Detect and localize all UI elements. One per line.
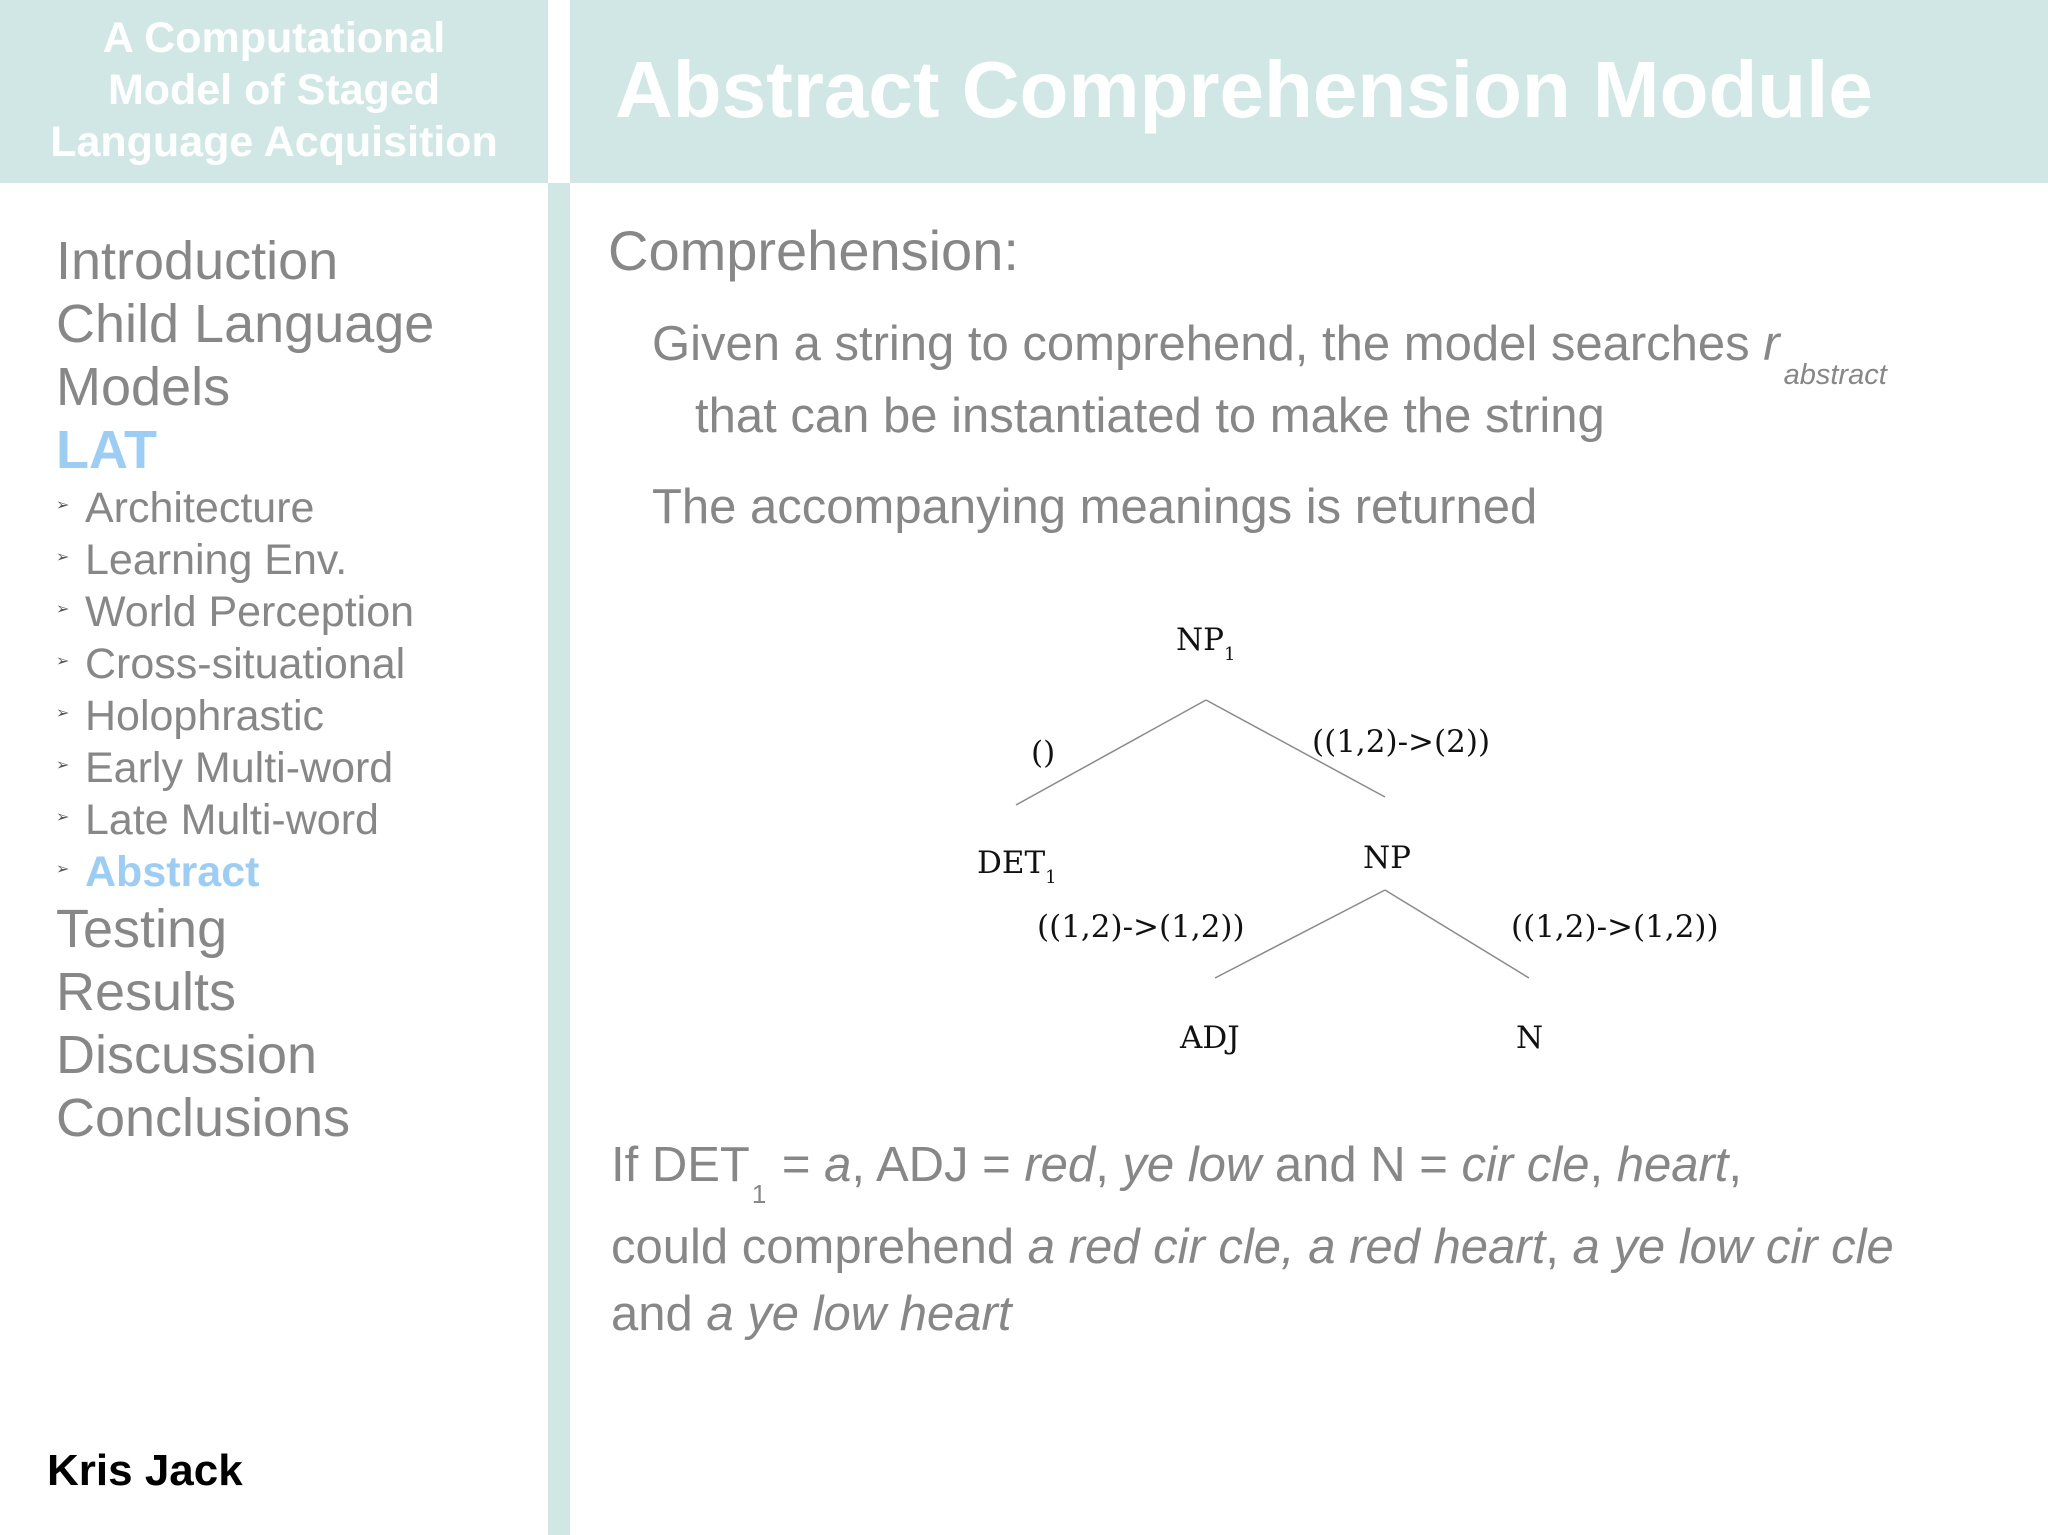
header-left-panel xyxy=(0,0,548,183)
sidebar-item-late-multi-word[interactable] xyxy=(56,794,536,846)
sidebar-item-architecture[interactable] xyxy=(56,482,536,534)
sidebar-item-abstract[interactable] xyxy=(56,846,536,898)
node-adj: ADJ xyxy=(1180,1020,1240,1056)
slide-title: Abstract Comprehension Module xyxy=(615,45,1873,134)
example-line-3: and a ye low heart xyxy=(611,1287,1012,1341)
sidebar-item-label: Cross-situational xyxy=(85,640,406,688)
divider-bar xyxy=(548,183,570,1535)
sidebar-item-conclusions[interactable]: Conclusions xyxy=(56,1088,351,1148)
edge-label-left: () xyxy=(1031,735,1056,771)
sidebar-item-lat[interactable]: LAT xyxy=(56,420,157,480)
sidebar-item-cross-situational[interactable] xyxy=(56,638,536,690)
sidebar-item-results[interactable]: Results xyxy=(56,962,237,1022)
sidebar-item-label: World Perception xyxy=(85,588,415,636)
sidebar-item-label: Architecture xyxy=(85,484,315,532)
edge-label-np-left: ((1,2)->(1,2)) xyxy=(1037,909,1245,945)
arrow-bullet-icon: ➢ xyxy=(56,809,70,826)
sidebar-item-label: Abstract xyxy=(85,848,260,896)
sidebar-item-world-perception[interactable] xyxy=(56,586,536,638)
section-heading: Comprehension: xyxy=(608,219,1019,282)
node-np: NP xyxy=(1363,840,1411,876)
node-n: N xyxy=(1516,1020,1544,1056)
arrow-bullet-icon: ➢ xyxy=(56,601,70,618)
paragraph-meanings: The accompanying meanings is returned xyxy=(652,480,1538,534)
presentation-title: A Computational Model of Staged Language Acquisition xyxy=(50,13,498,166)
paragraph-search: Given a string to comprehend, the model searches $r_{abstract}$ xyxy=(652,317,1887,391)
sidebar-item-label: Late Multi-word xyxy=(85,796,379,844)
sidebar-item-label: Holophrastic xyxy=(85,692,324,740)
sidebar-item-holophrastic[interactable] xyxy=(56,690,536,742)
arrow-bullet-icon: ➢ xyxy=(56,497,70,514)
tree-edge-np-n xyxy=(1385,890,1529,978)
parse-tree-diagram xyxy=(608,0,2028,1100)
sidebar-item-early-multi-word[interactable] xyxy=(56,742,536,794)
paragraph-search-cont: that can be instantiated to make the string xyxy=(695,389,1605,443)
edge-label-right: ((1,2)->(2)) xyxy=(1312,724,1491,760)
arrow-bullet-icon: ➢ xyxy=(56,861,70,878)
sidebar-item-learning-env[interactable] xyxy=(56,534,536,586)
arrow-bullet-icon: ➢ xyxy=(56,653,70,670)
sidebar-item-introduction[interactable]: Introduction xyxy=(56,231,339,291)
sidebar-item-discussion[interactable]: Discussion xyxy=(56,1025,318,1085)
node-det: $DET_1$ xyxy=(977,845,1057,888)
sidebar-nav xyxy=(56,230,536,1150)
arrow-bullet-icon: ➢ xyxy=(56,757,70,774)
arrow-bullet-icon: ➢ xyxy=(56,549,70,566)
sidebar-item-label: Learning Env. xyxy=(85,536,348,584)
author-name: Kris Jack xyxy=(47,1446,243,1495)
sidebar-item-models[interactable]: Models xyxy=(56,357,231,417)
sidebar-item-label: Early Multi-word xyxy=(85,744,394,792)
arrow-bullet-icon: ➢ xyxy=(56,705,70,722)
sidebar-item-testing[interactable]: Testing xyxy=(56,899,228,959)
edge-label-np-right: ((1,2)->(1,2)) xyxy=(1511,909,1719,945)
node-np-root: $NP_1$ xyxy=(1176,622,1236,665)
sidebar-item-child-language[interactable]: Child Language xyxy=(56,294,435,354)
example-line-1: If $DET_1 = a$, ADJ = red, ye low and N = cir cle, heart, xyxy=(611,1138,1743,1209)
example-line-2: could comprehend a red cir cle, a red heart, a ye low cir cle xyxy=(611,1220,1894,1274)
